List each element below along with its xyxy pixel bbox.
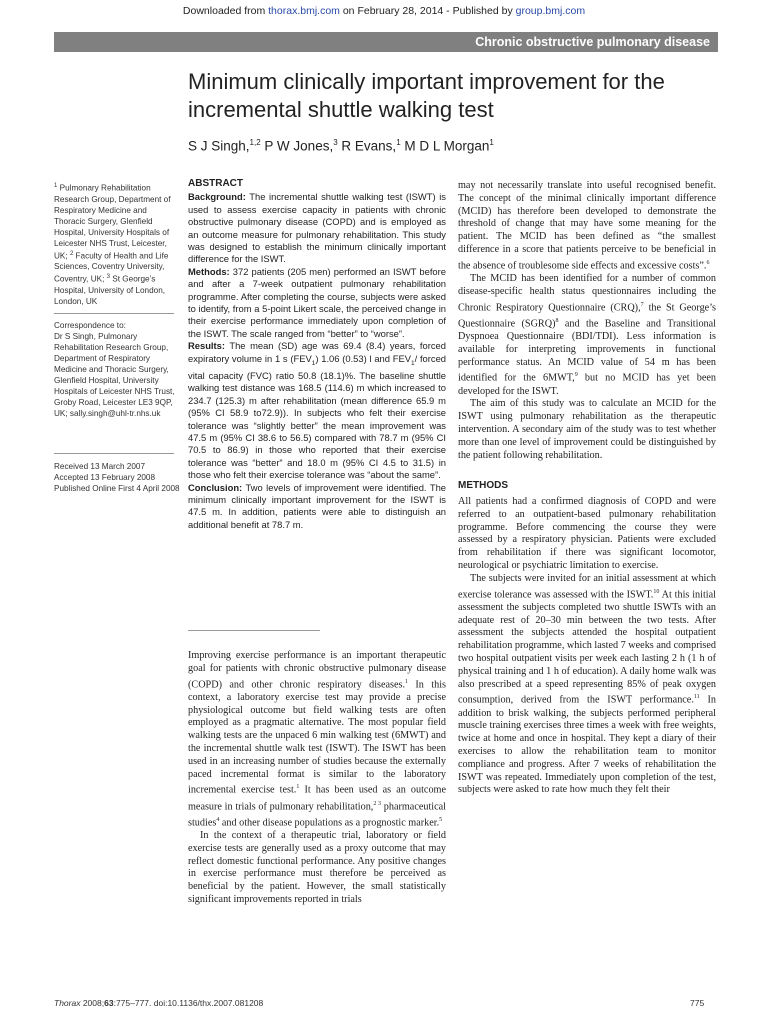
author-name: S J Singh,	[188, 138, 250, 154]
author-name: R Evans,	[337, 138, 397, 154]
volume: 63	[104, 998, 114, 1008]
methods-paragraph: All patients had a confirmed diagnosis of COPD and were referred to an outpatient-based pulmonary rehabilitation programme. Before commencing the course they were assessed by a respiratory physician. Patients were excluded from rehabilitation if there was significant locomotor, neurological or psychiatric limitation to exercise.	[458, 496, 716, 572]
sidebar-divider	[54, 313, 174, 314]
abstract-background: Background: The incremental shuttle walking test (ISWT) is used to assess exercise capacity in patients with chronic obstructive pulmonary disease (COPD) and is employed as an outcome measure for pulmonary rehabilitation. This study was designed to establish the minimum clinically important difference for the ISWT.	[188, 191, 446, 265]
abstract-methods: Methods: 372 patients (205 men) performed an ISWT before and after a 7-week outpatient pulmonary rehabilitation programme. After completing the course, subjects were asked to identify, from a 5-point Likert scale, the perceived change in their exercise performance immediately upon completion of the ISWT. The scale ranged from “better” to “worse”.	[188, 265, 446, 339]
page-number: 775	[690, 998, 705, 1008]
section-banner: Chronic obstructive pulmonary disease	[54, 32, 718, 52]
abstract-results: Results: The mean (SD) age was 69.4 (8.4) years, forced expiratory volume in 1 s $(FEV_1)$ 1.06 (0.53) l and $FEV_1/$ forced vital capacity (FVC) ratio 50.8 (18.1)%. The baseline shuttle walking test distance was 168.5 (114.6) m which increased to 234.7 (125.3) m after rehabilitation (mean difference 65.9 m (95% CI 58.9 to72.9)). In subjects who felt their exercise tolerance was “slightly better” the mean improvement was 47.5 m (95% CI 38.6 to 56.5) compared with 78.7 m (95% CI 70.5 to 86.9) in those who reported that their exercise tolerance was “better” and 18.0 m (95% CI 4.5 to 31.5) in those who felt their exercise tolerance was “about the same”.	[188, 340, 447, 481]
published-date: Published Online First 4 April 2008	[54, 484, 180, 493]
site-link[interactable]: thorax.bmj.com	[268, 5, 340, 17]
intro-paragraph: Improving exercise performance is an important therapeutic goal for patients with chronic obstructive pulmonary disease (COPD) and other chronic respiratory diseases.$^1$ In this context, a laboratory exercise test may provide a precise physiological outcome but field walking tests are often employed as a pragmatic alternative. The most popular field walking tests are the unpaced 6 min walking test (6MWT) and the incremental shuttle walk test (ISWT). The ISWT has been used in an increasing number of studies because the externally paced incremental format is similar to the laboratory incremental exercise test.$^1$ It has been used as an outcome measure in trials of pulmonary rehabilitation,$^{2 3}$ pharmaceutical studies$^4$ and other disease populations as a prognostic marker.$^5$	[188, 650, 446, 829]
author-name: M D L Morgan	[400, 138, 490, 154]
methods-paragraph: The subjects were invited for an initial assessment at which exercise tolerance was assessed with the ISWT.$^{10}$ At this initial assessment the subjects completed two shuttle ISWTs with an adequate rest of 20–30 min between the two tests. After assessment the subjects attended the hospital outpatient rehabilitation programme, which lasted 7 weeks and comprised two hospital outpatient visits per week each lasting 2 h (1 h of physical training and 1 h of education). A daily home walk was also prescribed at a speed representing 85% of peak oxygen consumption, derived from the ISWT performance.$^{11}$ In addition to brisk walking, the subjects performed peripheral muscle training exercises three times a week with free weights, twice at home and once in hospital. They kept a diary of their exercises to allow the rehabilitation team to monitor compliance and progress. After 7 weeks of rehabilitation the ISWT was repeated. Immediately upon completion of the test, subjects were asked to rate how much they felt their	[458, 572, 717, 796]
correspondence-label: Correspondence to:	[54, 321, 126, 330]
accepted-date: Accepted 13 February 2008	[54, 473, 156, 482]
affiliations: $^1$ Pulmonary Rehabilitation Research Group, Department of Respiratory Medicine and Thoracic Surgery, Glenfield Hospital, University Hospitals of Leicester NHS Trust, Leicester, UK; $^2$ Faculty of Health and Life Sciences, Coventry University, Coventry, UK; $^3$ St George’s Hospital, University of London, London, UK	[54, 183, 171, 307]
author-affil: 1	[489, 138, 494, 147]
article-title: Minimum clinically important improvement for the incremental shuttle walking test	[188, 69, 665, 122]
body-column-right	[458, 180, 716, 797]
author-list	[188, 138, 494, 154]
citation-footer: Thorax 2008;63:775–777. doi:10.1136/thx.2007.081208	[54, 998, 264, 1008]
downloaded-prefix: Downloaded from	[182, 5, 266, 17]
intro-paragraph: In the context of a therapeutic trial, laboratory or field exercise tests are generally used as a proxy outcome that may reflect domestic functional performance. Any positive changes in exercise performance must therefore be perceived as beneficial by the patient. However, the small statistically significant improvements reported in trials	[188, 829, 446, 905]
methods-heading: METHODS	[458, 480, 508, 492]
intro-paragraph: The aim of this study was to calculate an MCID for the ISWT using pulmonary rehabilitation as the therapeutic intervention. A secondary aim of the study was to test whether more than one level of improvement could be distinguished by the patient following rehabilitation.	[458, 398, 716, 461]
intro-paragraph: The MCID has been identified for a number of common disease-specific health status questionnaires including the Chronic Respiratory Questionnaire (CRQ),$^7$ the St George’s Questionnaire (SGRQ)$^8$ and the Baseline and Transitional Dyspnoea Questionnaire (BDI/TDI). Less information is available for interpreting improvements in functional performance status. An MCID value of 54 m has been identified for the 6MWT,$^9$ but no MCID has yet been developed for the ISWT.	[458, 272, 716, 397]
sidebar-divider	[54, 453, 174, 454]
author-affil: 1,2	[249, 138, 261, 147]
intro-paragraph: may not necessarily translate into useful recognised benefit. The concept of the minimal clinically important difference (MCID) has therefore been developed to demonstrate the threshold of change that may have some meaning for the patient. The MCID has been defined as “the smallest difference in a score that patients perceive to be beneficial in the absence of troublesome side effects and excessive costs”.$^6$	[458, 180, 716, 272]
received-date: Received 13 March 2007	[54, 462, 146, 471]
abstract-conclusion: Conclusion: Two levels of improvement were identified. The minimum clinically important improvement for the ISWT is 47.5 m. In addition, patients were able to distinguish an additional benefit at 78.7 m.	[188, 481, 446, 530]
abstract-heading: ABSTRACT	[188, 178, 243, 189]
correspondence	[54, 320, 180, 419]
abstract-divider	[188, 630, 320, 631]
download-notice	[0, 5, 768, 17]
body-column-left	[188, 650, 446, 907]
article-dates	[54, 461, 180, 494]
date-text: on February 28, 2014 - Published by	[342, 5, 513, 17]
group-link[interactable]: group.bmj.com	[515, 5, 586, 17]
author-affil: 3	[333, 138, 338, 147]
author-affil: 1	[396, 138, 401, 147]
abstract	[188, 178, 446, 531]
correspondence-address: Dr S Singh, Pulmonary Rehabilitation Research Group, Department of Respiratory Medicine and Thoracic Surgery, Glenfield Hospital, University Hospitals of Leicester NHS Trust, Groby Road, Leicester LE3 9QP, UK; sally.singh@uhl-tr.nhs.uk	[54, 332, 175, 418]
journal-name: Thorax	[54, 998, 81, 1008]
author-name: P W Jones,	[260, 138, 334, 154]
